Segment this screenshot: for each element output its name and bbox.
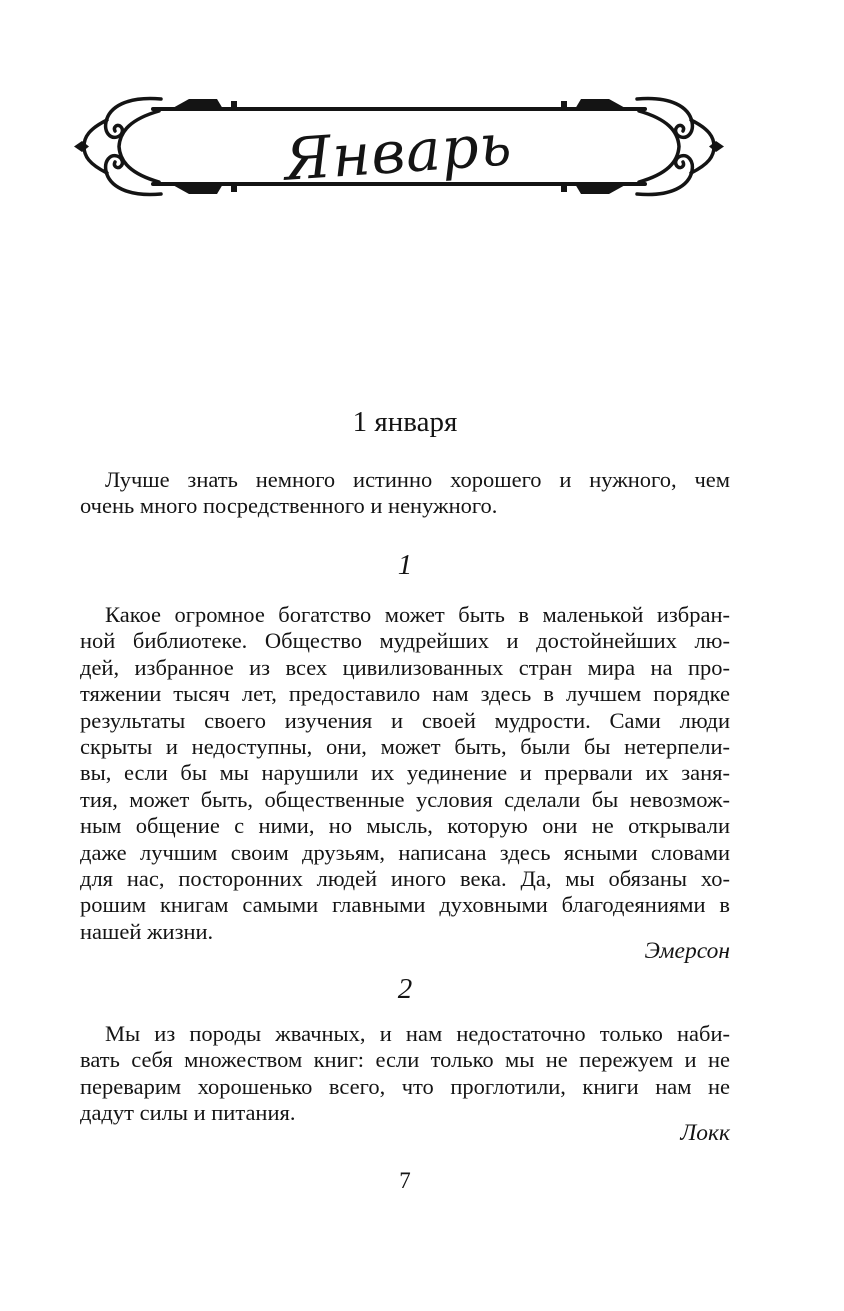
section-2-number: 2 (397, 973, 413, 1005)
section-2-paragraph (80, 1021, 730, 1127)
section-1-number: 1 (397, 549, 413, 581)
date-heading: 1 января (352, 406, 458, 438)
section-2-attribution: Локк (680, 1120, 730, 1146)
text-line: нашей жизни. (80, 918, 214, 944)
page-number: 7 (399, 1168, 411, 1193)
text-line: результаты своего изучения и своей мудрости. Сами люди (80, 707, 730, 733)
text-line: вать себя множеством книг: если только мы не пережуем и не (80, 1047, 730, 1073)
text-line: для нас, посторонних людей иного века. Да, мы обязаны хо- (80, 866, 730, 892)
text-line: Лучше знать немного истинно хорошего и нужного, чем (105, 467, 730, 492)
text-line: рошим книгам самыми главными духовными благодеяниями в (80, 892, 730, 918)
text-line: тия, может быть, общественные условия сделали бы невозмож- (80, 786, 730, 812)
text-line: очень много посредственного и ненужного. (80, 493, 498, 519)
text-line: ным общение с ними, но мысль, которую они не открывали (80, 813, 730, 839)
section-1-attribution: Эмерсон (644, 938, 730, 964)
text-line: Мы из породы жвачных, и нам недостаточно только наби- (105, 1021, 730, 1046)
section-1-paragraph (80, 602, 730, 945)
text-line: дей, избранное из всех цивилизованных стран мира на про- (80, 654, 730, 680)
text-line: переварим хорошенько всего, что проглотили, книги нам не (80, 1073, 730, 1099)
text-line: дадут силы и питания. (80, 1100, 296, 1126)
text-line: даже лучшим своим друзьям, написана здесь ясными словами (80, 839, 730, 865)
epigraph-paragraph (80, 467, 730, 520)
text-line: скрыты и недоступны, они, может быть, были бы нетерпели- (80, 734, 730, 760)
text-line: ной библиотеке. Общество мудрейших и достойнейших лю- (80, 628, 730, 654)
text-line: тяжении тысяч лет, предоставило нам здесь в лучшем порядке (80, 681, 730, 707)
month-title: Январь (282, 110, 515, 194)
text-line: Какое огромное богатство может быть в маленькой избран- (105, 602, 730, 627)
text-line: вы, если бы мы нарушили их уединение и прервали их заня- (80, 760, 730, 786)
